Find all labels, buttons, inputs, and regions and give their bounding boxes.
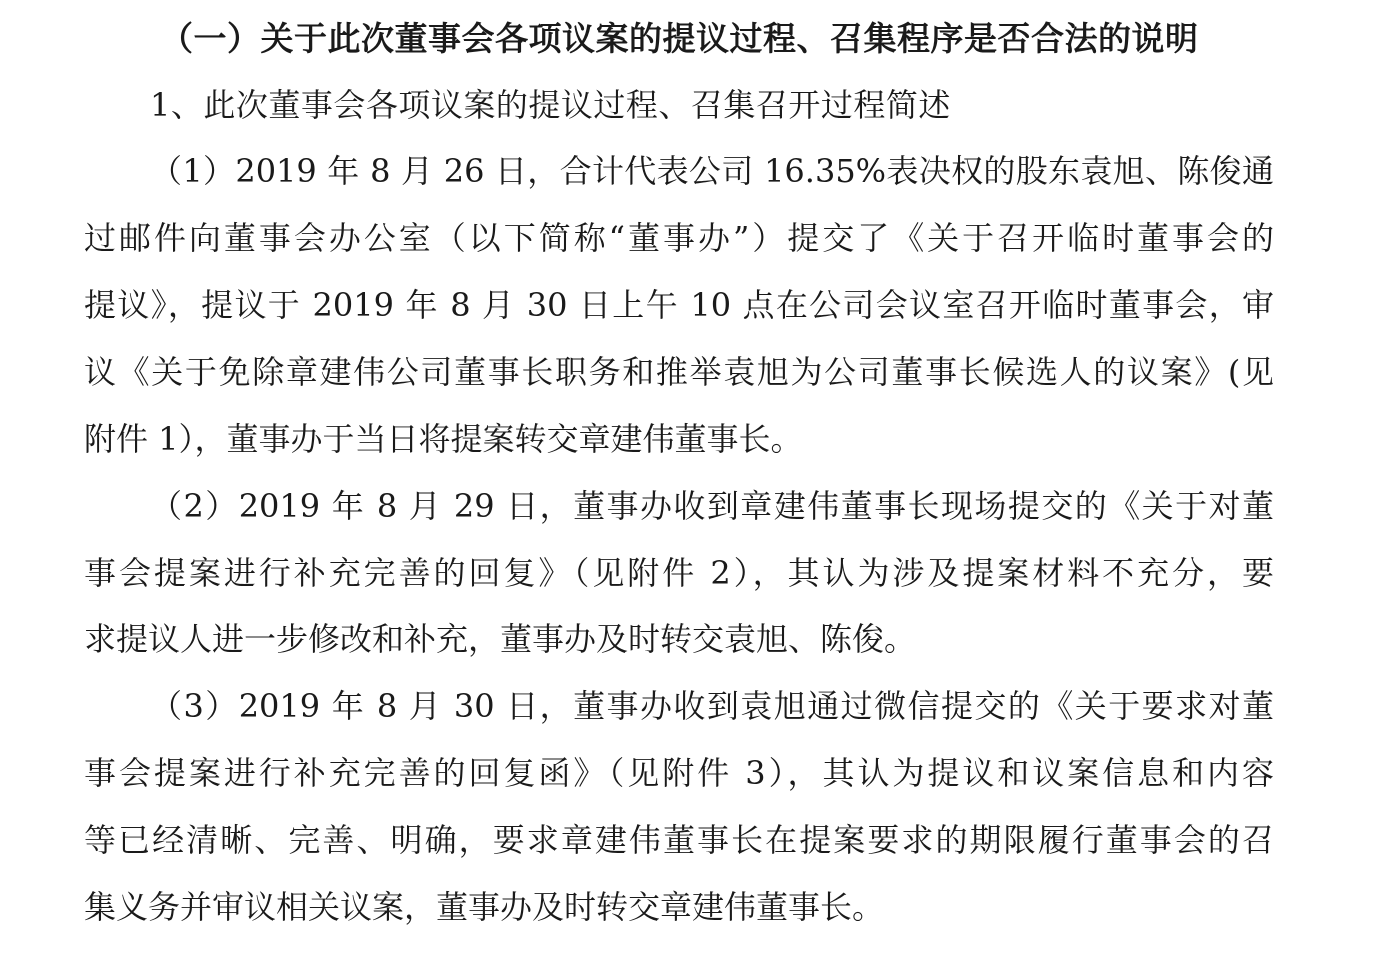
paragraph-3-line-4: 集义务并审议相关议案，董事办及时转交章建伟董事长。 (84, 888, 885, 926)
paragraph-1-line-3: 提议》，提议于 2019 年 8 月 30 日上午 10 点在公司会议室召开临时董事会，审 (84, 286, 1274, 324)
paragraph-3-line-1: （3）2019 年 8 月 30 日，董事办收到袁旭通过微信提交的《关于要求对董 (150, 687, 1274, 725)
paragraph-1-line-1: （1）2019 年 8 月 26 日，合计代表公司 16.35%表决权的股东袁旭、陈俊通 (150, 152, 1274, 190)
paragraph-3-line-2: 事会提案进行补充完善的回复函》（见附件 3），其认为提议和议案信息和内容 (84, 754, 1274, 792)
paragraph-3-line-3: 等已经清晰、完善、明确，要求章建伟董事长在提案要求的期限履行董事会的召 (84, 821, 1274, 859)
paragraph-1-line-2: 过邮件向董事会办公室（以下简称“董事办”）提交了《关于召开临时董事会的 (84, 219, 1274, 257)
paragraph-2-line-3: 求提议人进一步修改和补充，董事办及时转交袁旭、陈俊。 (84, 620, 917, 658)
subsection-heading: 1、此次董事会各项议案的提议过程、召集召开过程简述 (150, 86, 951, 124)
paragraph-2-line-1: （2）2019 年 8 月 29 日，董事办收到章建伟董事长现场提交的《关于对董 (150, 487, 1274, 525)
paragraph-2-line-2: 事会提案进行补充完善的回复》（见附件 2），其认为涉及提案材料不充分，要 (84, 554, 1274, 592)
paragraph-1-line-4: 议《关于免除章建伟公司董事长职务和推举袁旭为公司董事长候选人的议案》(见 (84, 353, 1274, 391)
paragraph-1-line-5: 附件 1），董事办于当日将提案转交章建伟董事长。 (84, 420, 803, 458)
section-heading: （一）关于此次董事会各项议案的提议过程、召集程序是否合法的说明 (160, 19, 1199, 58)
